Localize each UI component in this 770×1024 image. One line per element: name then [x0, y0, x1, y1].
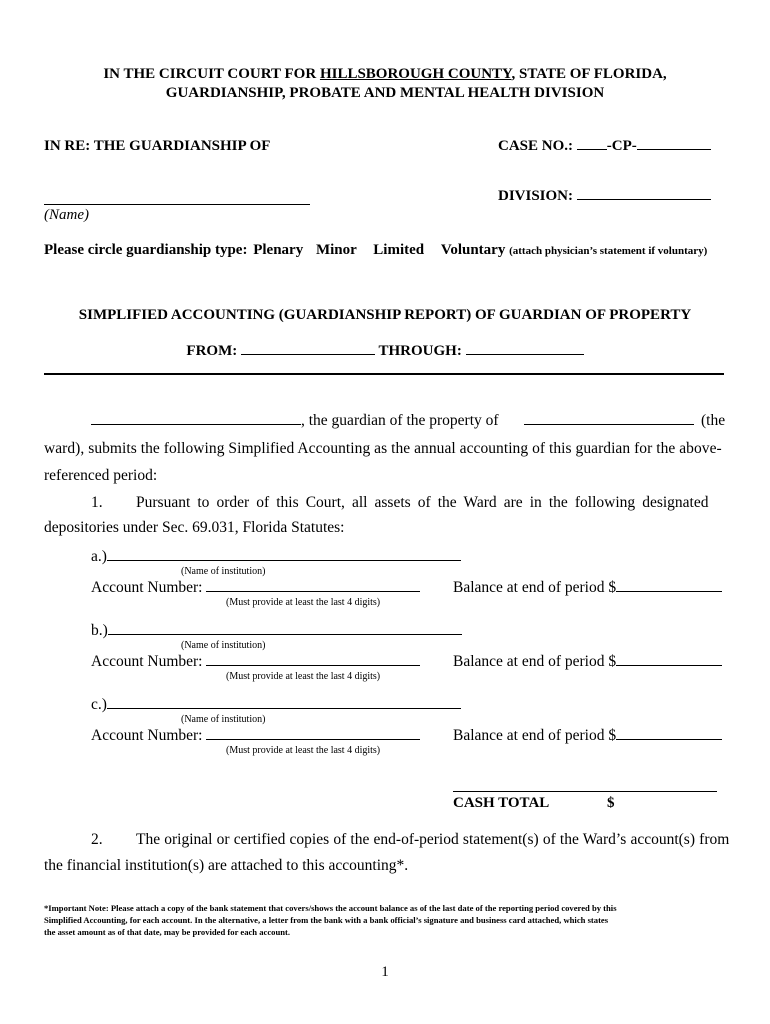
account-c-institution-field[interactable]	[107, 707, 461, 709]
account-b-row: b.)	[91, 622, 462, 640]
through-date-field[interactable]	[466, 353, 584, 355]
account-b-number-field[interactable]	[206, 664, 420, 666]
item1-line1: Pursuant to order of this Court, all assets of the Ward are in the following designated	[136, 494, 709, 511]
type-voluntary[interactable]: Voluntary	[440, 242, 506, 258]
account-a-number-field[interactable]	[206, 590, 420, 592]
cash-total-symbol[interactable]: $	[607, 795, 615, 811]
account-c-balance-row: Balance at end of period $	[453, 727, 722, 745]
ward-field[interactable]	[524, 423, 694, 425]
account-a-balance-row: Balance at end of period $	[453, 579, 722, 597]
guardian-name-line: , the guardian of the property of	[91, 412, 499, 430]
item1-number: 1.	[91, 494, 103, 511]
guardian-name-field[interactable]	[91, 423, 301, 425]
division-field[interactable]: DIVISION:	[498, 188, 711, 205]
account-b-digits-hint: (Must provide at least the last 4 digits)	[226, 671, 381, 682]
item2-number: 2.	[91, 831, 103, 848]
account-c-row: c.)	[91, 696, 461, 714]
account-a-digits-hint: (Must provide at least the last 4 digits)	[226, 597, 381, 608]
account-c-balance-field[interactable]	[616, 738, 722, 740]
account-a-institution-hint: (Name of institution)	[181, 566, 266, 577]
court-header-line2: GUARDIANSHIP, PROBATE AND MENTAL HEALTH DIVISION	[165, 85, 605, 101]
account-b-institution-field[interactable]	[108, 633, 462, 635]
account-a-institution-field[interactable]	[107, 559, 461, 561]
account-a-number-row: Account Number:	[91, 579, 420, 597]
intro-the: (the	[701, 412, 726, 429]
intro-line2: ward), submits the following Simplified Accounting as the annual accounting of this guardian for the above-	[44, 440, 722, 457]
account-b-balance-row: Balance at end of period $	[453, 653, 722, 671]
court-header-line1: IN THE CIRCUIT COURT FOR HILLSBOROUGH COUNTY, STATE OF FLORIDA,	[103, 66, 667, 82]
type-limited[interactable]: Limited	[373, 242, 425, 258]
account-a-balance-field[interactable]	[616, 590, 722, 592]
type-minor[interactable]: Minor	[315, 242, 357, 258]
period-row: FROM: THROUGH:	[0, 343, 770, 360]
account-c-digits-hint: (Must provide at least the last 4 digits)	[226, 745, 381, 756]
case-number-field[interactable]: CASE NO.: -CP-	[498, 138, 711, 155]
item2-line1: The original or certified copies of the end-of-period statement(s) of the Ward’s account(s) from	[136, 831, 730, 848]
account-b-institution-hint: (Name of institution)	[181, 640, 266, 651]
name-label: (Name)	[44, 207, 89, 223]
title-divider	[44, 373, 724, 375]
account-c-number-field[interactable]	[206, 738, 420, 740]
in-re-label: IN RE: THE GUARDIANSHIP OF	[44, 138, 271, 154]
important-note: *Important Note: Please attach a copy of the bank statement that covers/shows the account balance as of the last date of the reporting period covered by this Simplified Accounting, for each account. In the alternative, a letter from the bank with a bank official’s signature and business card attached, which states the asset amount as of that date, may be provided for each account.	[44, 903, 617, 937]
account-b-number-row: Account Number:	[91, 653, 420, 671]
page-number: 1	[381, 964, 389, 980]
county-name: HILLSBOROUGH COUNTY	[319, 66, 512, 82]
account-c-number-row: Account Number:	[91, 727, 420, 745]
guardianship-type-row: Please circle guardianship type: Plenary Minor Limited Voluntary (attach physician’s statement if voluntary)	[44, 242, 708, 258]
ward-name-field[interactable]	[44, 204, 310, 205]
item2-line2: the financial institution(s) are attached to this accounting*.	[44, 857, 409, 874]
from-date-field[interactable]	[241, 353, 375, 355]
account-c-institution-hint: (Name of institution)	[181, 714, 266, 725]
account-a-row: a.)	[91, 548, 461, 566]
voluntary-note: (attach physician’s statement if voluntary)	[509, 245, 708, 257]
cash-total-line	[453, 791, 717, 792]
item1-line2: depositories under Sec. 69.031, Florida Statutes:	[44, 519, 345, 536]
cash-total-label: CASH TOTAL	[453, 795, 550, 811]
intro-line3: referenced period:	[44, 467, 158, 484]
account-b-balance-field[interactable]	[616, 664, 722, 666]
type-plenary[interactable]: Plenary	[253, 242, 304, 258]
document-title: SIMPLIFIED ACCOUNTING (GUARDIANSHIP REPORT) OF GUARDIAN OF PROPERTY	[78, 307, 692, 323]
